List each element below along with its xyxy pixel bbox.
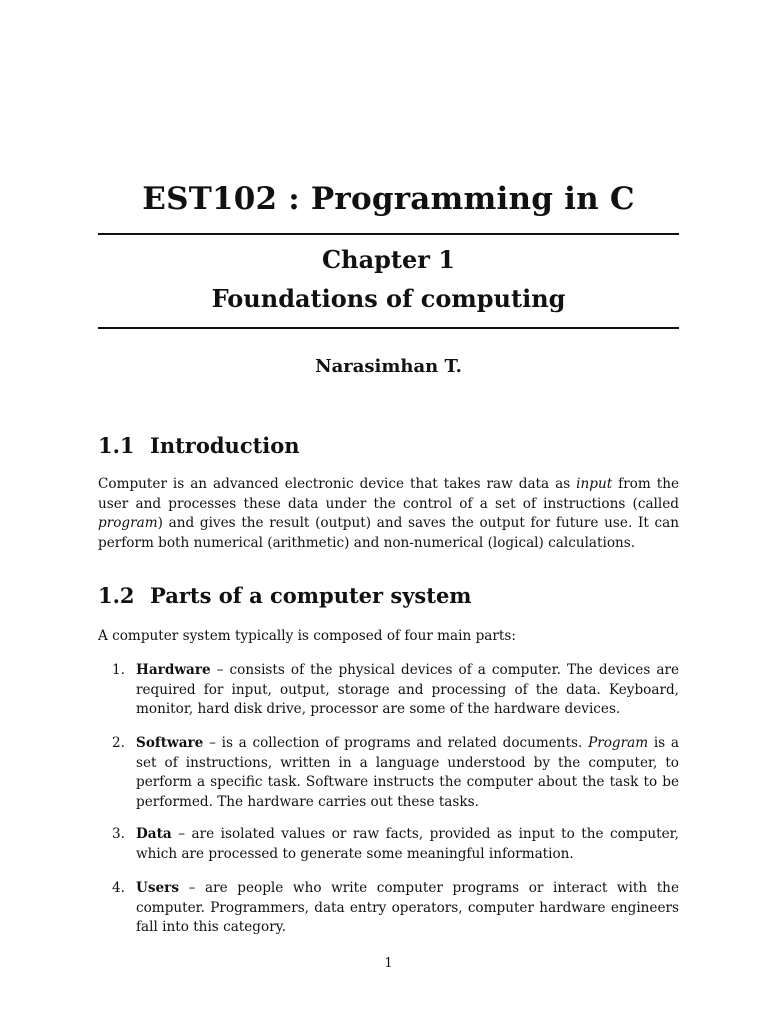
page-number: 1	[384, 956, 393, 971]
list-item-italic: Program	[588, 735, 649, 751]
list-item-software	[98, 734, 679, 812]
list-item-users	[98, 879, 679, 938]
section-heading-introduction	[98, 432, 679, 460]
list-marker: 3.	[112, 826, 125, 842]
section-title: Introduction	[150, 433, 300, 458]
intro-italic-input: input	[576, 476, 613, 492]
introduction-paragraph	[98, 475, 679, 553]
list-marker: 2.	[112, 735, 125, 751]
section-heading-parts	[98, 582, 679, 610]
list-item-data	[98, 825, 679, 864]
section-title: Parts of a computer system	[150, 583, 472, 608]
list-item-text: – consists of the physical devices of a computer. The devices are required for input, output, storage and processing of the data. Keyboard, monitor, hard disk drive, processor are some of the hardware devices.	[136, 662, 679, 717]
intro-text-1: Computer is an advanced electronic device that takes raw data as	[98, 476, 577, 492]
document-title: EST102 : Programming in C	[142, 181, 635, 217]
list-item-body	[136, 879, 679, 938]
document-page	[98, 0, 679, 1024]
list-item-body	[136, 825, 679, 864]
parts-lead-paragraph: A computer system typically is composed of four main parts:	[98, 628, 516, 644]
list-item-hardware	[98, 661, 679, 720]
author-name: Narasimhan T.	[315, 356, 462, 377]
list-item-term: Data	[136, 826, 172, 842]
list-item-text: – are isolated values or raw facts, provided as input to the computer, which are processed to generate some meaningful information.	[136, 826, 679, 862]
section-number: 1.2	[98, 583, 135, 608]
list-item-term: Hardware	[136, 662, 211, 678]
list-item-text: – are people who write computer programs or interact with the computer. Programmers, data entry operators, computer hardware engineers fall into this category.	[136, 880, 679, 935]
title-rule-top	[98, 233, 679, 235]
list-item-term: Software	[136, 735, 204, 751]
title-rule-bottom	[98, 327, 679, 329]
list-marker: 4.	[112, 880, 125, 896]
list-marker: 1.	[112, 662, 125, 678]
chapter-title: Foundations of computing	[211, 284, 566, 313]
chapter-label: Chapter 1	[322, 245, 455, 274]
list-item-text: – is a collection of programs and related documents.	[203, 735, 589, 751]
intro-italic-program: program	[98, 515, 158, 531]
list-item-term: Users	[136, 880, 179, 896]
list-item-body	[136, 661, 679, 720]
list-item-text: is a set of instructions, written in a language understood by the computer, to perform a specific task. Software instructs the computer about the task to be performed. The hardware carries out these tasks.	[136, 735, 679, 810]
section-number: 1.1	[98, 433, 135, 458]
list-item-body	[136, 734, 679, 812]
intro-text-2: from the user and processes these data under the control of a set of instructions (called	[98, 476, 679, 512]
intro-text-3: ) and gives the result (output) and saves the output for future use. It can perform both numerical (arithmetic) and non-numerical (logical) calculations.	[98, 515, 679, 551]
